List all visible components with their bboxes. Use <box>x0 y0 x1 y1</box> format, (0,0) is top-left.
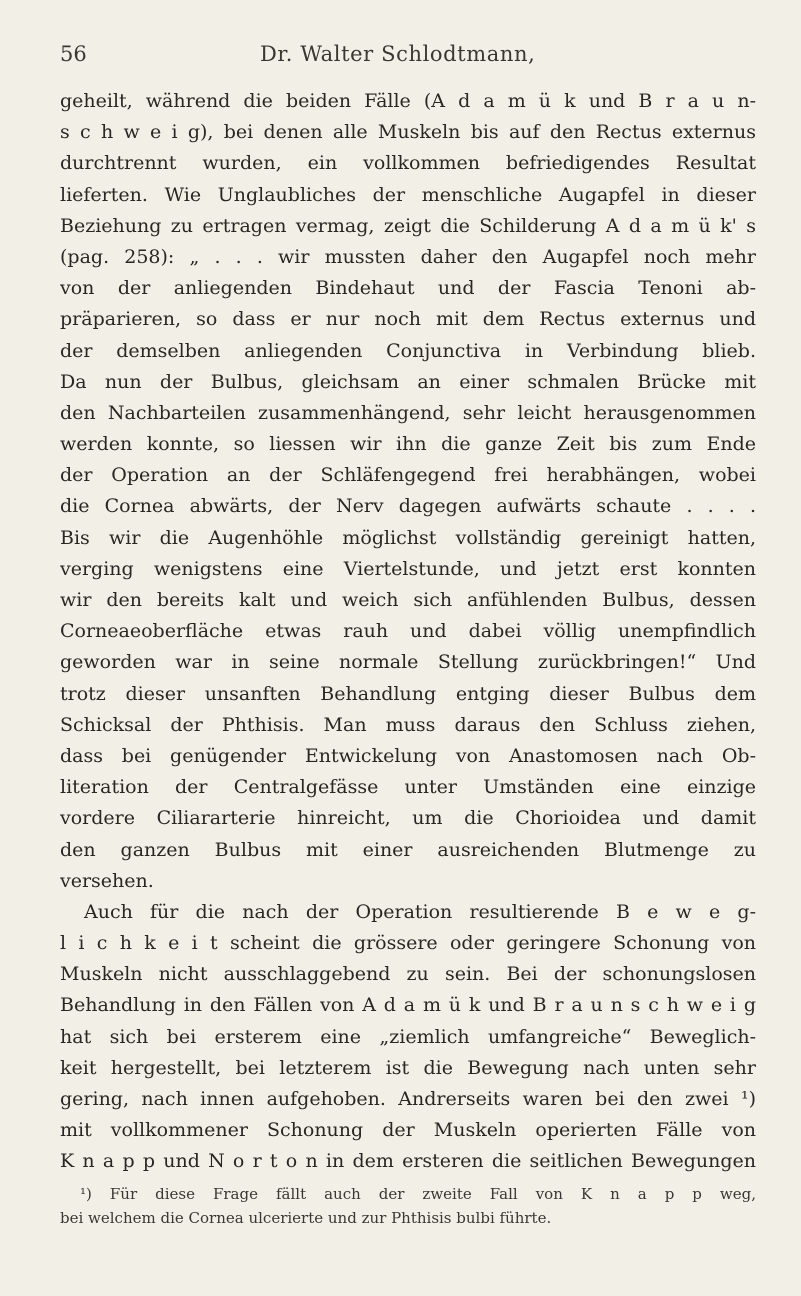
body-line: Behandlung in den Fällen von A d a m ü k und B r a u n s c h w e i g <box>60 994 756 1017</box>
body-line: durchtrennt wurden, ein vollkommen befriedigendes Resultat <box>60 152 756 175</box>
body-line: wir den bereits kalt und weich sich anfühlenden Bulbus, dessen <box>60 589 756 611</box>
body-line: Muskeln nicht ausschlaggebend zu sein. Bei der schonungslosen <box>60 963 756 986</box>
body-line: Auch für die nach der Operation resultierende B e w e g- <box>84 900 756 923</box>
body-line: geheilt, während die beiden Fälle (A d a m ü k und B r a u n- <box>60 90 756 112</box>
body-line: der Operation an der Schläfengegend frei herabhängen, wobei <box>60 464 756 487</box>
body-line: den ganzen Bulbus mit einer ausreichenden Blutmenge zu <box>60 838 756 861</box>
page-header <box>60 42 756 76</box>
body-line: werden konnte, so liessen wir ihn die ganze Zeit bis zum Ende <box>60 433 756 456</box>
body-line: l i c h k e i t scheint die grössere oder geringere Schonung von <box>60 932 756 955</box>
body-line: (pag. 258): „ . . . wir mussten daher den Augapfel noch mehr <box>60 245 756 268</box>
body-line: dass bei genügender Entwickelung von Anastomosen nach Ob- <box>60 744 756 767</box>
body-line: der demselben anliegenden Conjunctiva in Verbindung blieb. <box>60 339 756 362</box>
body-line: vordere Ciliararterie hinreicht, um die Chorioidea und damit <box>60 807 756 830</box>
body-line: den Nachbarteilen zusammenhängend, sehr leicht herausgenommen <box>60 401 756 424</box>
body-line: hat sich bei ersterem eine „ziemlich umfangreiche“ Beweglich- <box>60 1025 756 1048</box>
body-line: Da nun der Bulbus, gleichsam an einer schmalen Brücke mit <box>60 370 756 393</box>
running-head: Dr. Walter Schlodtmann, <box>260 42 536 66</box>
body-line: s c h w e i g), bei denen alle Muskeln bis auf den Rectus externus <box>60 121 756 144</box>
body-text <box>60 86 756 1178</box>
body-line: Beziehung zu ertragen vermag, zeigt die Schilderung A d a m ü k' s <box>60 214 756 237</box>
body-line: geworden war in seine normale Stellung zurückbringen!“ Und <box>60 651 756 674</box>
body-line: keit hergestellt, bei letzterem ist die Bewegung nach unten sehr <box>60 1056 756 1079</box>
footnote-line: bei welchem die Cornea ulcerierte und zur Phthisis bulbi führte. <box>60 1208 552 1227</box>
body-line: verging wenigstens eine Viertelstunde, und jetzt erst konnten <box>60 557 756 580</box>
body-line: versehen. <box>60 869 154 892</box>
body-line: die Cornea abwärts, der Nerv dagegen aufwärts schaute . . . . <box>60 495 756 518</box>
page-number: 56 <box>60 42 87 66</box>
body-line: gering, nach innen aufgehoben. Andrerseits waren bei den zwei ¹) <box>60 1088 756 1110</box>
body-line: trotz dieser unsanften Behandlung entging dieser Bulbus dem <box>60 682 756 705</box>
body-line: Bis wir die Augenhöhle möglichst vollständig gereinigt hatten, <box>60 526 756 549</box>
body-line: lieferten. Wie Unglaubliches der menschliche Augapfel in dieser <box>60 183 756 206</box>
body-line: von der anliegenden Bindehaut und der Fascia Tenoni ab- <box>60 277 756 300</box>
body-line: K n a p p und N o r t o n in dem ersteren die seitlichen Bewegungen <box>60 1150 756 1173</box>
book-page <box>60 42 756 1230</box>
body-line: Corneaeoberfläche etwas rauh und dabei völlig unempfindlich <box>60 620 756 643</box>
footnote-line: ¹) Für diese Frage fällt auch der zweite Fall von K n a p p weg, <box>80 1184 756 1203</box>
footnotes <box>60 1182 756 1230</box>
body-line: präparieren, so dass er nur noch mit dem Rectus externus und <box>60 308 756 331</box>
body-line: mit vollkommener Schonung der Muskeln operierten Fälle von <box>60 1119 756 1142</box>
body-line: Schicksal der Phthisis. Man muss daraus den Schluss ziehen, <box>60 713 756 736</box>
body-line: literation der Centralgefässe unter Umständen eine einzige <box>60 776 756 799</box>
